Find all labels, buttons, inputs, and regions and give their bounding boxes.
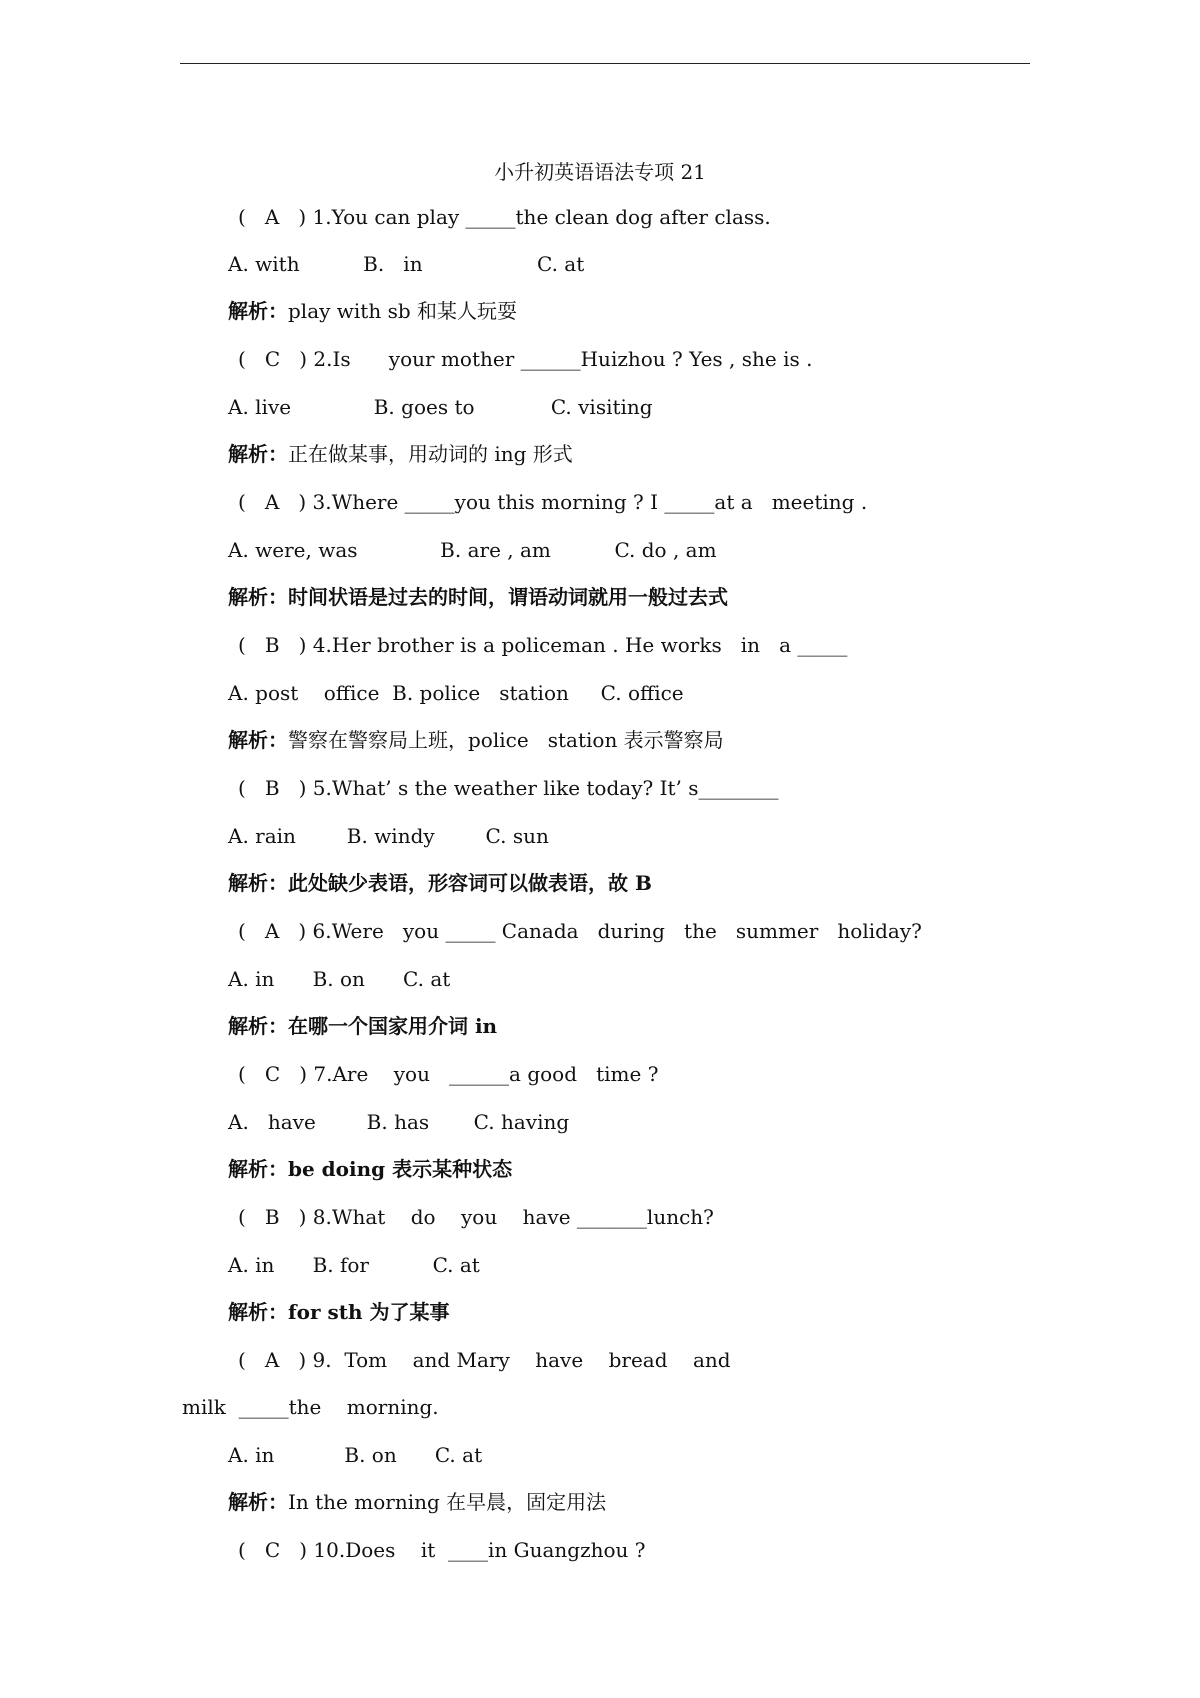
options-6: A. in B. on C. at xyxy=(228,967,451,991)
explanation-8 xyxy=(228,1299,449,1325)
options-2: A. live B. goes to C. visiting xyxy=(228,395,653,419)
explanation-text: 警察在警察局上班，police station 表示警察局 xyxy=(288,728,724,752)
explanation-3 xyxy=(228,584,728,610)
question-1: ( A ) 1.You can play _____the clean dog after class. xyxy=(238,205,771,229)
options-4: A. post office B. police station C. office xyxy=(228,681,684,705)
explanation-text: be doing 表示某种状态 xyxy=(288,1157,513,1181)
explanation-text: 正在做某事，用动词的 ing 形式 xyxy=(288,442,573,466)
explanation-6 xyxy=(228,1013,497,1039)
question-7: ( C ) 7.Are you ______a good time ? xyxy=(238,1062,659,1086)
header-rule xyxy=(180,63,1030,64)
explanation-4 xyxy=(228,727,724,753)
explanation-label: 解析： xyxy=(228,585,288,609)
question-5: ( B ) 5.What’ s the weather like today? It’ s________ xyxy=(238,776,779,800)
explanation-label: 解析： xyxy=(228,1300,288,1324)
question-4: ( B ) 4.Her brother is a policeman . He works in a _____ xyxy=(238,633,848,657)
explanation-label: 解析： xyxy=(228,442,288,466)
explanation-1 xyxy=(228,298,517,324)
options-7: A. have B. has C. having xyxy=(228,1110,570,1134)
options-5: A. rain B. windy C. sun xyxy=(228,824,549,848)
explanation-text: 在哪一个国家用介词 in xyxy=(288,1014,498,1038)
options-3: A. were, was B. are , am C. do , am xyxy=(228,538,717,562)
question-8: ( B ) 8.What do you have _______lunch? xyxy=(238,1205,714,1229)
question-9-continued: milk _____the morning. xyxy=(182,1395,439,1419)
question-3: ( A ) 3.Where _____you this morning ? I _____at a meeting . xyxy=(238,490,868,514)
question-2: ( C ) 2.Is your mother ______Huizhou ? Yes , she is . xyxy=(238,347,813,371)
question-10: ( C ) 10.Does it ____in Guangzhou ? xyxy=(238,1538,646,1562)
options-8: A. in B. for C. at xyxy=(228,1253,480,1277)
options-9: A. in B. on C. at xyxy=(228,1443,483,1467)
explanation-9 xyxy=(228,1489,606,1515)
explanation-text: play with sb 和某人玩耍 xyxy=(288,299,517,323)
explanation-label: 解析： xyxy=(228,871,288,895)
explanation-text: 时间状语是过去的时间，谓语动词就用一般过去式 xyxy=(288,585,728,609)
explanation-5 xyxy=(228,870,652,896)
explanation-text: 此处缺少表语，形容词可以做表语，故 B xyxy=(288,871,652,895)
explanation-label: 解析： xyxy=(228,728,288,752)
explanation-7 xyxy=(228,1156,512,1182)
explanation-text: In the morning 在早晨，固定用法 xyxy=(288,1490,607,1514)
question-9: ( A ) 9. Tom and Mary have bread and xyxy=(238,1348,731,1372)
explanation-label: 解析： xyxy=(228,1014,288,1038)
explanation-2 xyxy=(228,441,573,467)
question-6: ( A ) 6.Were you _____ Canada during the summer holiday? xyxy=(238,919,922,943)
explanation-label: 解析： xyxy=(228,299,288,323)
options-1: A. with B. in C. at xyxy=(228,252,585,276)
explanation-label: 解析： xyxy=(228,1490,288,1514)
explanation-label: 解析： xyxy=(228,1157,288,1181)
explanation-text: for sth 为了某事 xyxy=(288,1300,450,1324)
document-title: 小升初英语语法专项 21 xyxy=(494,160,706,184)
